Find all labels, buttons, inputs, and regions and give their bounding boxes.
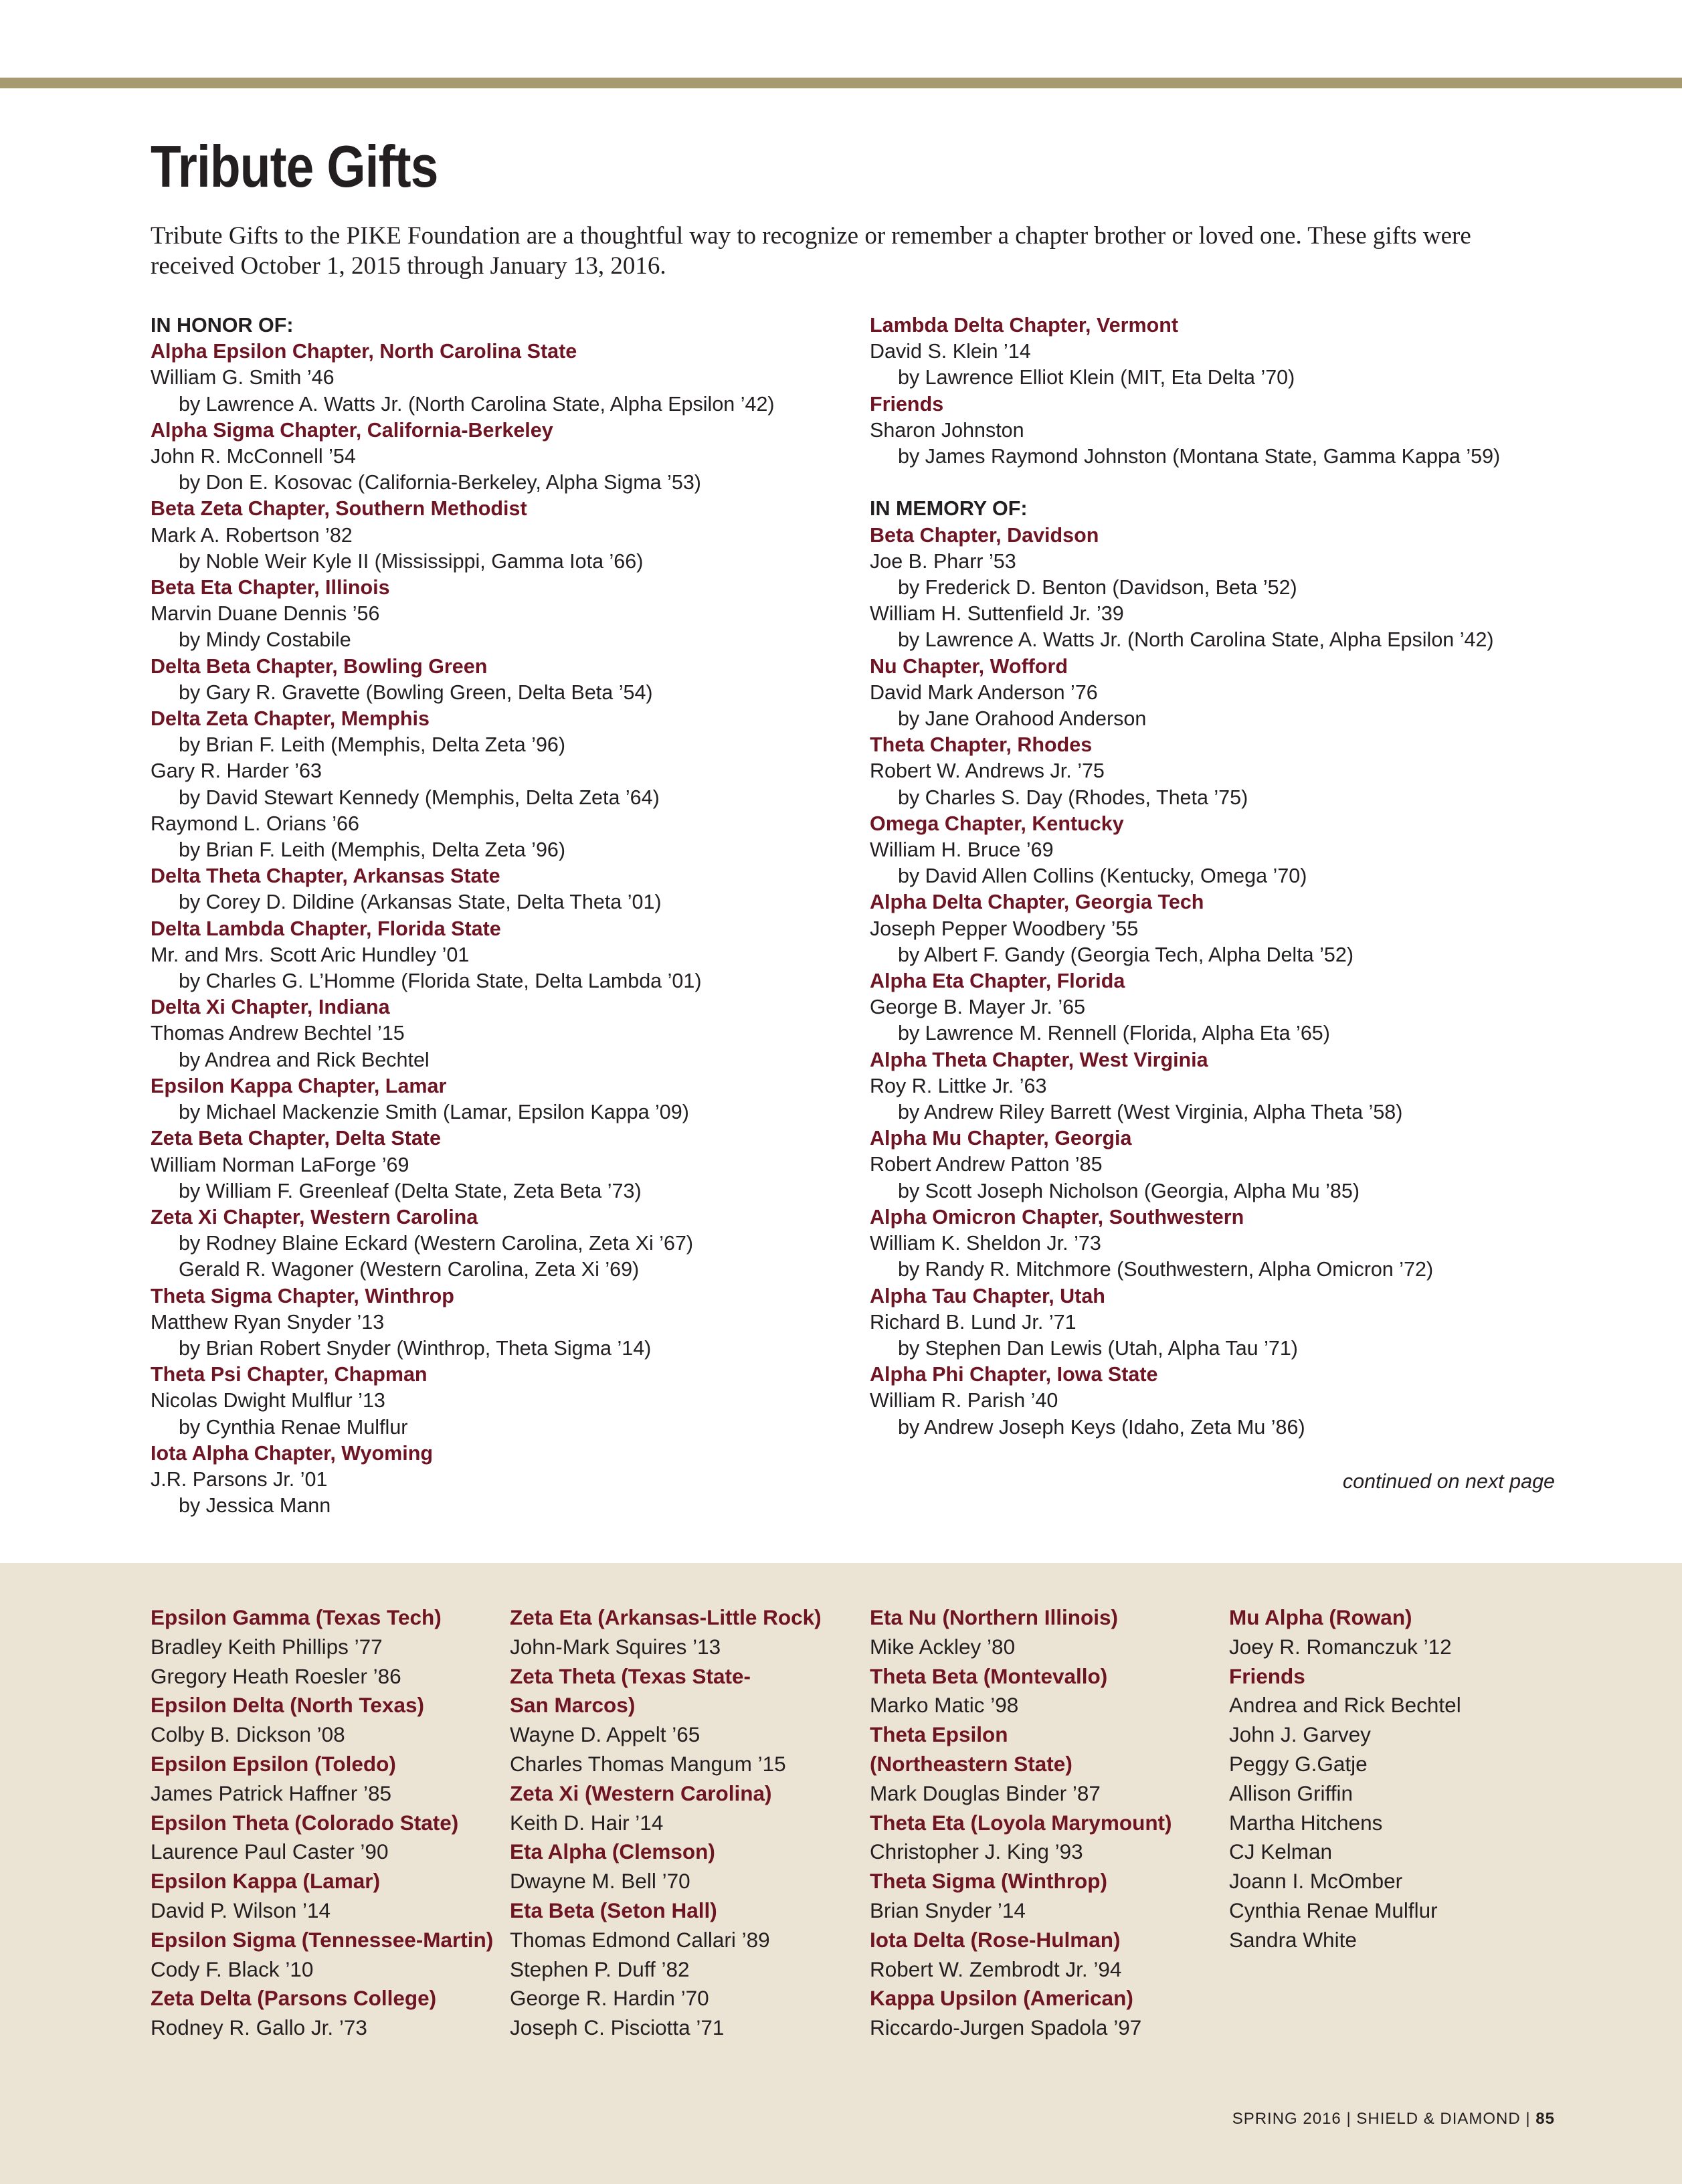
chapter-heading: Alpha Epsilon Chapter, North Carolina State [151,340,577,363]
footer-publication: SPRING 2016 | SHIELD & DIAMOND | [1232,2110,1531,2128]
honoree-name: Charles Thomas Mangum ’15 [510,1751,786,1776]
chapter-heading: Lambda Delta Chapter, Vermont [870,314,1178,337]
chapter-heading: Zeta Beta Chapter, Delta State [151,1127,441,1150]
memory-list [870,523,1559,1441]
honoree-name: Martha Hitchens [1229,1810,1383,1835]
honoree-name: Riccardo-Jurgen Spadola ’97 [870,2015,1142,2040]
chapter-heading: Alpha Sigma Chapter, California-Berkeley [151,418,553,442]
honoree-name: Richard B. Lund Jr. ’71 [870,1310,1077,1334]
honoree-name: David S. Klein ’14 [870,340,1031,363]
honor-continued-list [870,312,1559,470]
donor-line: by Brian F. Leith (Memphis, Delta Zeta ’96) [179,838,566,862]
chapter-heading: Delta Lambda Chapter, Florida State [151,917,501,940]
chapter-heading: Theta Epsilon [870,1722,1008,1747]
donor-line: by Brian F. Leith (Memphis, Delta Zeta ’96) [179,733,566,757]
honoree-name: Matthew Ryan Snyder ’13 [151,1310,385,1334]
honoree-name: J.R. Parsons Jr. ’01 [151,1467,328,1491]
chapter-heading: Friends [870,392,944,416]
chapter-heading: Alpha Mu Chapter, Georgia [870,1127,1132,1150]
honoree-name: Stephen P. Duff ’82 [510,1956,690,1981]
donor-line: by Andrea and Rick Bechtel [179,1048,430,1071]
honoree-name: Cody F. Black ’10 [151,1956,314,1981]
honoree-name: Robert W. Zembrodt Jr. ’94 [870,1956,1122,1981]
chapter-heading: Epsilon Sigma (Tennessee-Martin) [151,1927,494,1952]
honoree-name: William Norman LaForge ’69 [151,1153,409,1176]
honoree-name: Christopher J. King ’93 [870,1839,1083,1864]
chapter-heading: Mu Alpha (Rowan) [1229,1605,1412,1629]
bottom-column-3 [870,1603,1172,2043]
donor-line: by James Raymond Johnston (Montana State, Gamma Kappa ’59) [898,445,1501,468]
honoree-name: Laurence Paul Caster ’90 [151,1839,389,1864]
donor-line: by Corey D. Dildine (Arkansas State, Delta Theta ’01) [179,891,662,914]
chapter-heading: Zeta Theta (Texas State- [510,1663,751,1688]
donor-line: by David Stewart Kennedy (Memphis, Delta Zeta ’64) [179,786,660,809]
donor-line: by Don E. Kosovac (California-Berkeley, Alpha Sigma ’53) [179,471,701,494]
right-column [870,312,1559,1441]
donor-line: by Jessica Mann [179,1494,331,1518]
donor-line: by Lawrence M. Rennell (Florida, Alpha Eta ’65) [898,1022,1330,1045]
honoree-name: Dwayne M. Bell ’70 [510,1869,690,1894]
chapter-heading: Zeta Xi (Western Carolina) [510,1781,772,1805]
chapter-heading: Alpha Omicron Chapter, Southwestern [870,1205,1244,1228]
chapter-heading: Epsilon Epsilon (Toledo) [151,1751,396,1776]
honoree-name: Rodney R. Gallo Jr. ’73 [151,2015,367,2040]
honoree-name: Joey R. Romanczuk ’12 [1229,1634,1452,1659]
honor-list [151,339,840,1519]
honoree-name: John-Mark Squires ’13 [510,1634,721,1659]
chapter-heading: Epsilon Theta (Colorado State) [151,1810,459,1835]
donor-line: by Rodney Blaine Eckard (Western Carolina, Zeta Xi ’67) [179,1232,694,1255]
honoree-name: Allison Griffin [1229,1781,1353,1805]
donor-line: by Jane Orahood Anderson [898,707,1147,731]
donor-line: by Noble Weir Kyle II (Mississippi, Gamma Iota ’66) [179,549,644,573]
honoree-name: John R. McConnell ’54 [151,445,356,468]
donor-line: by Gary R. Gravette (Bowling Green, Delta Beta ’54) [179,680,653,704]
chapter-heading: Epsilon Gamma (Texas Tech) [151,1605,442,1629]
chapter-heading: Delta Zeta Chapter, Memphis [151,707,430,731]
section-spacer [870,470,1559,496]
donor-line: by Scott Joseph Nicholson (Georgia, Alpha Mu ’85) [898,1179,1360,1202]
honoree-name: Mike Ackley ’80 [870,1634,1016,1659]
honoree-name: William R. Parish ’40 [870,1389,1058,1413]
chapter-heading: Iota Delta (Rose-Hulman) [870,1927,1121,1952]
honor-label: IN HONOR OF: [151,314,294,337]
honoree-name: Mark A. Robertson ’82 [151,523,353,547]
chapter-heading: Theta Psi Chapter, Chapman [151,1363,428,1386]
honoree-name: Roy R. Littke Jr. ’63 [870,1074,1047,1097]
honoree-name: Joann I. McOmber [1229,1869,1403,1894]
chapter-heading: Theta Beta (Montevallo) [870,1663,1108,1688]
honoree-name: Peggy G.Gatje [1229,1751,1368,1776]
chapter-heading: Beta Zeta Chapter, Southern Methodist [151,497,527,521]
chapter-heading: Iota Alpha Chapter, Wyoming [151,1441,433,1465]
honoree-name: Gary R. Harder ’63 [151,759,322,783]
honoree-name: Marko Matic ’98 [870,1693,1019,1718]
honoree-name: William H. Suttenfield Jr. ’39 [870,602,1124,626]
honoree-name: David Mark Anderson ’76 [870,680,1098,704]
honoree-name: George B. Mayer Jr. ’65 [870,996,1086,1019]
honoree-name: Cynthia Renae Mulflur [1229,1898,1438,1922]
bottom-column-1 [151,1603,493,2043]
donor-line: by David Allen Collins (Kentucky, Omega ’70) [898,864,1307,888]
bottom-column-2 [510,1603,822,2043]
honoree-name: David P. Wilson ’14 [151,1898,331,1922]
chapter-heading: Alpha Theta Chapter, West Virginia [870,1048,1208,1071]
honoree-name: Andrea and Rick Bechtel [1229,1693,1461,1718]
donor-line: by Brian Robert Snyder (Winthrop, Theta Sigma ’14) [179,1336,652,1360]
continued-note: continued on next page [1342,1470,1555,1493]
donor-line: by Albert F. Gandy (Georgia Tech, Alpha Delta ’52) [898,943,1353,966]
donor-line: by Lawrence A. Watts Jr. (North Carolina State, Alpha Epsilon ’42) [179,392,775,416]
honoree-name: Colby B. Dickson ’08 [151,1722,345,1747]
donor-line: by Mindy Costabile [179,628,351,652]
chapter-heading: Eta Alpha (Clemson) [510,1839,715,1864]
honoree-name: Mark Douglas Binder ’87 [870,1781,1101,1805]
honoree-name: Thomas Edmond Callari ’89 [510,1927,770,1952]
honoree-name: Raymond L. Orians ’66 [151,812,359,835]
honoree-name: Joe B. Pharr ’53 [870,549,1016,573]
donor-line: by Andrew Riley Barrett (West Virginia, Alpha Theta ’58) [898,1101,1403,1124]
chapter-heading: Zeta Eta (Arkansas-Little Rock) [510,1605,822,1629]
donor-line: by Michael Mackenzie Smith (Lamar, Epsilon Kappa ’09) [179,1101,689,1124]
chapter-heading: Delta Theta Chapter, Arkansas State [151,864,500,888]
chapter-heading: Theta Chapter, Rhodes [870,733,1093,757]
honoree-name: William K. Sheldon Jr. ’73 [870,1232,1101,1255]
bottom-column-4 [1229,1603,1461,1955]
chapter-heading: Friends [1229,1663,1305,1688]
honoree-name: Gregory Heath Roesler ’86 [151,1663,401,1688]
chapter-heading: Alpha Phi Chapter, Iowa State [870,1363,1158,1386]
chapter-heading: Kappa Upsilon (American) [870,1986,1133,2011]
chapter-heading: San Marcos) [510,1693,636,1718]
chapter-heading: Theta Sigma Chapter, Winthrop [151,1284,454,1307]
honoree-name: Nicolas Dwight Mulflur ’13 [151,1389,385,1413]
chapter-heading: Epsilon Kappa Chapter, Lamar [151,1074,447,1097]
honoree-name: Sandra White [1229,1927,1357,1952]
honoree-name: Wayne D. Appelt ’65 [510,1722,700,1747]
memory-label: IN MEMORY OF: [870,497,1028,521]
donor-line: by Randy R. Mitchmore (Southwestern, Alpha Omicron ’72) [898,1258,1434,1281]
chapter-heading: Alpha Delta Chapter, Georgia Tech [870,891,1204,914]
chapter-heading: Zeta Delta (Parsons College) [151,1986,437,2011]
chapter-heading: Alpha Tau Chapter, Utah [870,1284,1105,1307]
honoree-name: William H. Bruce ’69 [870,838,1054,862]
intro-paragraph: Tribute Gifts to the PIKE Foundation are a thoughtful way to recognize or remember a chapter brother or loved one. These gifts were received October 1, 2015 through January 13, 2016. [151,222,1471,280]
honoree-name: Joseph C. Pisciotta ’71 [510,2015,725,2040]
honoree-name: James Patrick Haffner ’85 [151,1781,392,1805]
honoree-name: George R. Hardin ’70 [510,1986,709,2011]
honoree-name: Robert Andrew Patton ’85 [870,1153,1103,1176]
chapter-heading: (Northeastern State) [870,1751,1072,1776]
honor-column [151,312,840,1519]
honoree-name: Sharon Johnston [870,418,1024,442]
donor-line: by Charles G. L’Homme (Florida State, Delta Lambda ’01) [179,970,702,993]
donor-line: by Frederick D. Benton (Davidson, Beta ’52) [898,576,1297,600]
honoree-name: CJ Kelman [1229,1839,1333,1864]
chapter-heading: Nu Chapter, Wofford [870,654,1068,678]
honoree-name: Keith D. Hair ’14 [510,1810,664,1835]
chapter-heading: Omega Chapter, Kentucky [870,812,1124,835]
donor-line: by Lawrence Elliot Klein (MIT, Eta Delta ’70) [898,366,1295,389]
honoree-name: John J. Garvey [1229,1722,1371,1747]
donor-line: by Stephen Dan Lewis (Utah, Alpha Tau ’71) [898,1336,1298,1360]
chapter-heading: Delta Beta Chapter, Bowling Green [151,654,488,678]
chapter-heading: Epsilon Kappa (Lamar) [151,1869,381,1894]
honoree-name: Thomas Andrew Bechtel ’15 [151,1022,405,1045]
honoree-name: Bradley Keith Phillips ’77 [151,1634,383,1659]
honoree-name: William G. Smith ’46 [151,366,335,389]
donor-line: by Andrew Joseph Keys (Idaho, Zeta Mu ’86) [898,1415,1305,1439]
chapter-heading: Eta Nu (Northern Illinois) [870,1605,1119,1629]
chapter-heading: Zeta Xi Chapter, Western Carolina [151,1205,478,1228]
donor-line: Gerald R. Wagoner (Western Carolina, Zeta Xi ’69) [179,1258,640,1281]
honoree-name: Joseph Pepper Woodbery ’55 [870,917,1139,940]
honoree-name: Marvin Duane Dennis ’56 [151,602,380,626]
donor-line: by William F. Greenleaf (Delta State, Zeta Beta ’73) [179,1179,642,1202]
donor-line: by Cynthia Renae Mulflur [179,1415,408,1439]
honoree-name: Mr. and Mrs. Scott Aric Hundley ’01 [151,943,470,966]
page-number: 85 [1535,2110,1555,2128]
chapter-heading: Beta Chapter, Davidson [870,523,1099,547]
chapter-heading: Eta Beta (Seton Hall) [510,1898,717,1922]
chapter-heading: Theta Eta (Loyola Marymount) [870,1810,1172,1835]
page-title: Tribute Gifts [151,133,438,199]
honoree-name: Robert W. Andrews Jr. ’75 [870,759,1105,783]
chapter-heading: Theta Sigma (Winthrop) [870,1869,1107,1894]
top-rule [0,78,1682,88]
chapter-heading: Beta Eta Chapter, Illinois [151,576,390,600]
chapter-heading: Epsilon Delta (North Texas) [151,1693,424,1718]
donor-line: by Charles S. Day (Rhodes, Theta ’75) [898,786,1248,809]
donor-line: by Lawrence A. Watts Jr. (North Carolina State, Alpha Epsilon ’42) [898,628,1494,652]
honoree-name: Brian Snyder ’14 [870,1898,1026,1922]
chapter-heading: Alpha Eta Chapter, Florida [870,970,1125,993]
page-footer [1232,2110,1555,2128]
chapter-heading: Delta Xi Chapter, Indiana [151,996,390,1019]
